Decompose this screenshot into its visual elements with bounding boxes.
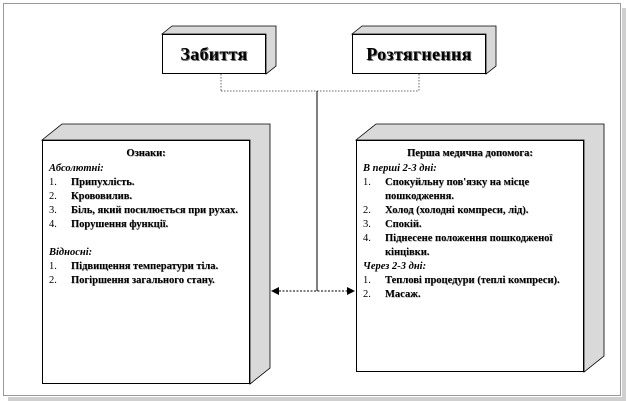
later-days-heading: Через 2-3 дні: xyxy=(363,261,427,272)
item-number: 1. xyxy=(363,177,371,188)
item-text: Спокій. xyxy=(385,219,422,230)
list-item xyxy=(49,274,243,288)
signs-panel xyxy=(42,140,250,384)
item-text: Порушення функції. xyxy=(71,219,169,230)
list-item xyxy=(49,204,243,218)
item-number: 2. xyxy=(49,275,57,286)
signs-title: Ознаки: xyxy=(126,148,166,159)
list-item xyxy=(49,176,243,190)
item-number: 1. xyxy=(49,261,57,272)
item-text: Спокуйльну пов'язку на місце пошкодження. xyxy=(385,177,530,202)
first-days-list xyxy=(363,176,577,260)
item-text: Біль, який посилюється при рухах. xyxy=(71,205,238,216)
absolute-list xyxy=(49,176,243,232)
list-item xyxy=(49,218,243,232)
item-text: Масаж. xyxy=(385,289,421,300)
relative-list xyxy=(49,260,243,288)
relative-heading: Відносні: xyxy=(49,247,93,258)
item-number: 2. xyxy=(49,191,57,202)
list-item xyxy=(363,232,577,260)
item-text: Припухлість. xyxy=(71,177,135,188)
item-number: 3. xyxy=(363,219,371,230)
first-aid-title: Перша медична допомога: xyxy=(407,148,533,159)
item-number: 2. xyxy=(363,205,371,216)
item-number: 4. xyxy=(49,219,57,230)
item-text: Підвищення температури тіла. xyxy=(71,261,219,272)
item-text: Піднесене положення пошкодженої кінцівки. xyxy=(385,233,553,258)
box-roztiahnennia xyxy=(352,34,486,74)
first-days-heading: В перші 2-3 дні: xyxy=(363,163,437,174)
item-number: 4. xyxy=(363,233,371,244)
item-number: 1. xyxy=(49,177,57,188)
list-item xyxy=(49,190,243,204)
item-number: 1. xyxy=(363,275,371,286)
later-days-list xyxy=(363,274,577,302)
list-item xyxy=(49,260,243,274)
item-text: Теплові процедури (теплі компреси). xyxy=(385,275,560,286)
list-item xyxy=(363,218,577,232)
item-number: 3. xyxy=(49,205,57,216)
item-text: Погіршення загального стану. xyxy=(71,275,215,286)
first-aid-panel xyxy=(356,140,584,372)
list-item xyxy=(363,274,577,288)
item-text: Крововилив. xyxy=(71,191,132,202)
item-text: Холод (холодні компреси, лід). xyxy=(385,205,529,216)
box-zabyttia xyxy=(162,34,266,74)
list-item xyxy=(363,176,577,204)
box-zabyttia-label: Забиття xyxy=(180,43,248,64)
box-roztiahnennia-label: Розтягнення xyxy=(366,43,472,64)
list-item xyxy=(363,204,577,218)
absolute-heading: Абсолютні: xyxy=(49,163,104,174)
list-item xyxy=(363,288,577,302)
item-number: 2. xyxy=(363,289,371,300)
